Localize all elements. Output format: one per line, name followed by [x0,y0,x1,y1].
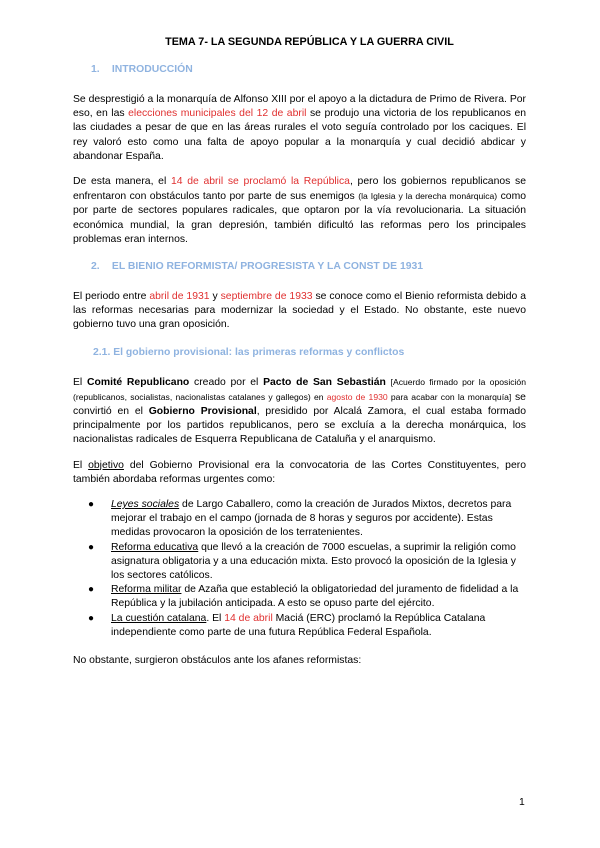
text-run: se produjo una victoria de los republicanos en las ciudades a pesar de que en las áreas rurales el voto seguía controlado por los caciques. El rey valoró esto como una falta de apoyo popular a la monarquía y cual decidió abdicar y abandonar España. [73,108,527,162]
small-note: (la Iglesia y la derecha monárquica) [358,191,498,202]
highlight-text: abril de 1931 [149,291,210,303]
bold-text: Gobierno Provisional [148,406,257,418]
list-item [73,583,526,611]
highlight-text: 14 de abril [224,612,273,624]
reforms-list [73,498,526,640]
section-number: 2. [91,261,100,273]
underlined-text: Leyes sociales [111,499,180,511]
text-run: se conoce como el Bienio reformista debido a las reformas necesarias para modernizar la sociedad y el Estado. No obstante, este nuevo gobierno tuvo una gran oposición. [73,291,526,331]
text-run: El periodo entre [73,291,150,303]
text-run: se convirtió en el [73,391,526,418]
paragraph-obstaculos: No obstante, surgieron obstáculos ante los afanes reformistas: [73,655,362,667]
text-run: y [209,291,221,303]
section-heading-introduccion [91,64,526,75]
text-run: Se desprestigió a la monarquía de Alfonso XIII por el apoyo a la dictadura de Primo de Rivera. Por eso, en las [73,94,526,120]
text-run: , presidido por Alcalá Zamora, el cual estaba formado principalmente por los partidos republicanos, pero se excluía a la derecha monárquica, los nacionalistas radicales de Esquerra Republicana de Cataluña y el anarquismo. [73,406,526,446]
paragraph-intro-2 [73,175,526,247]
bold-text: Comité Republicano [86,376,190,388]
text-run: de Azaña que estableció la obligatoriedad del juramento de fidelidad a la República y la jubilación anticipada. A esto se opuso parte del ejército. [111,584,519,610]
paragraph-intro-1 [73,93,526,164]
list-item [73,498,526,541]
text-run: De esta manera, el [73,176,171,188]
text-run: Maciá (ERC) proclamó la República Catalana independiente como parte de una futura República Federal Española. [111,612,486,638]
section-title: EL BIENIO REFORMISTA/ PROGRESISTA Y LA CONST DE 1931 [111,261,424,273]
text-run: El [73,376,87,388]
text-run: como por parte de sectores populares radicales, que optaron por la vía revolucionaria. La situación económica mundial, la gran depresión, también dificultó las reformas pero los principales problemas eran internos. [73,191,527,245]
underlined-text: La cuestión catalana [111,612,207,624]
underlined-text: Reforma militar [111,584,182,596]
highlight-text: agosto de 1930 [326,391,388,402]
subsection-heading-gobierno-provisional: 2.1. El gobierno provisional: las primeras reformas y conflictos [93,346,405,358]
list-item [73,541,526,584]
text-run: creado por el [189,376,264,388]
small-note: para acabar con la monarquía] [387,391,512,402]
text-run: que llevó a la creación de 7000 escuelas, a suprimir la religión como asignatura obligatoria y a una educación mixta. Esto provocó la oposición de la Iglesia y los sectores católicos. [111,541,516,582]
paragraph-bienio-1 [73,290,526,333]
document-title: TEMA 7- LA SEGUNDA REPÚBLICA Y LA GUERRA CIVIL [165,36,454,48]
text-run: , pero los gobiernos republicanos se enfrentaron con obstáculos tanto por parte de sus enemigos [73,176,526,203]
bullet-icon: ● [88,612,95,624]
bullet-icon: ● [88,499,95,511]
highlight-text: 14 de abril se proclamó la República [170,176,350,188]
section-title: INTRODUCCIÓN [111,64,193,75]
page-number: 1 [519,797,525,808]
text-run: El [73,459,89,471]
highlight-text: septiembre de 1933 [220,291,313,303]
small-note: [Acuerdo firmado por la oposición (republicanos, socialistas, nacionalistas catalanes y gallegos) en [73,376,526,402]
bullet-icon: ● [88,584,95,596]
paragraph-objetivo [73,459,526,487]
text-run: del Gobierno Provisional era la convocatoria de las Cortes Constituyentes, pero también abordaba reformas urgentes como: [73,459,526,485]
page-content [73,36,526,679]
bullet-icon: ● [88,541,95,553]
list-item [73,612,526,640]
text-run: de Largo Caballero, como la creación de Jurados Mixtos, decretos para mejorar el trabajo en el campo (jornada de 8 horas y seguros por accidente). Estas medidas provocaron la oposición de los terratenientes. [111,499,512,539]
section-number: 1. [91,64,100,75]
text-run: . El [206,612,225,624]
highlight-text: elecciones municipales del 12 de abril [128,108,307,120]
paragraph-comite [73,375,526,448]
section-heading-bienio [91,261,526,272]
bold-text: Pacto de San Sebastián [263,376,386,388]
underlined-text: Reforma educativa [111,541,199,553]
underlined-text: objetivo [88,459,124,471]
